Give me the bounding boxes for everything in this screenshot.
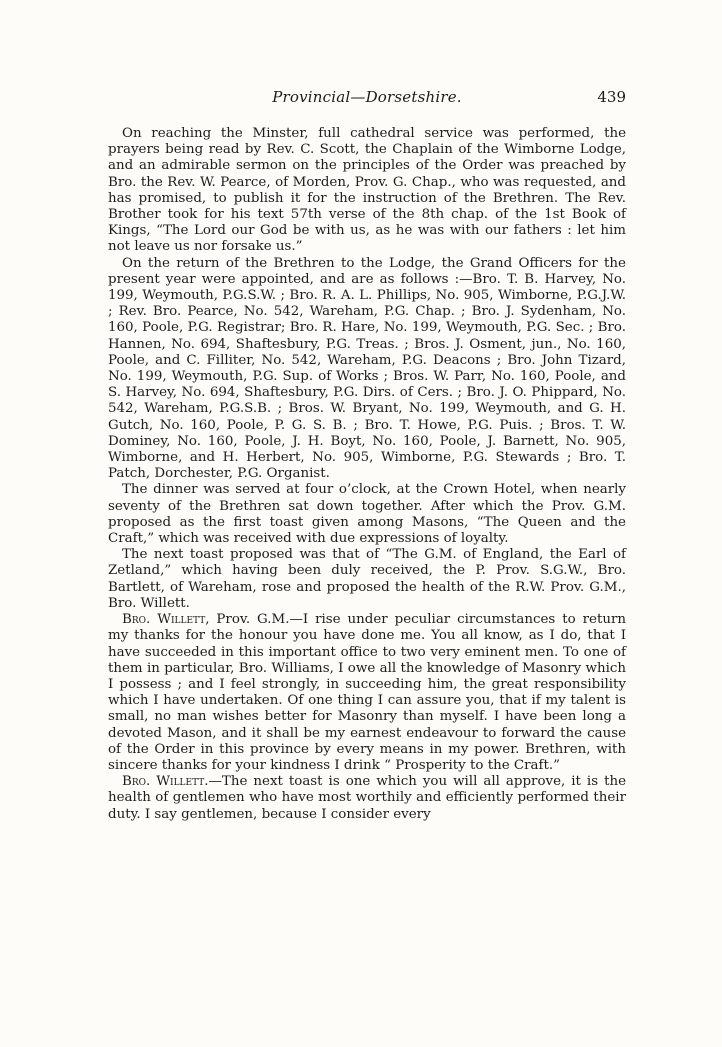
paragraph-text: The next toast proposed was that of “The G.M. of England, the Earl of Zetland,” which having been duly received, the P. Prov. S.G.W., Bro. Bartlett, of Wareham, rose and proposed the health of the R.W. Prov. G.M., Bro. Willett. (108, 547, 626, 611)
paragraph-text: Prov. G.M.—I rise under peculiar circumstances to return my thanks for the honour you have done me. You all know, as I do, that I have succeeded in this important office to two very eminent men. To one of them in particular, Bro. Williams, I owe all the knowledge of Masonry which I possess ; and I feel strongly, in succeeding him, the great responsibility which I have undertaken. Of one thing I can assure you, that if my talent is small, no man wishes better for Masonry than myself. I have been long a devoted Mason, and it shall be my earnest endeavour to forward the cause of the Order in this province by every means in my power. Brethren, with sincere thanks for your kindness I drink “ Prosperity to the Craft.” (108, 612, 626, 773)
paragraph-text: On the return of the Brethren to the Lodge, the Grand Officers for the present year were appointed, and are as follows :—Bro. T. B. Harvey, No. 199, Weymouth, P.G.S.W. ; Bro. R. A. L. Phillips, No. 905, Wimborne, P.G.J.W. ; Rev. Bro. Pearce, No. 542, Wareham, P.G. Chap. ; Bro. J. Sydenham, No. 160, Poole, P.G. Registrar; Bro. R. Hare, No. 199, Weymouth, P.G. Sec. ; Bro. Hannen, No. 694, Shaftesbury, P.G. Treas. ; Bros. J. Osment, jun., No. 160, Poole, and C. Filliter, No. 542, Wareham, P.G. Deacons ; Bro. John Tizard, No. 199, Weymouth, P.G. Sup. of Works ; Bros. W. Parr, No. 160, Poole, and S. Harvey, No. 694, Shaftesbury, P.G. Dirs. of Cers. ; Bro. J. O. Phippard, No. 542, Wareham, P.G.S.B. ; Bros. W. Bryant, No. 199, Weymouth, and G. H. Gutch, No. 160, Poole, P. G. S. B. ; Bro. T. Howe, P.G. Puis. ; Bros. T. W. Dominey, No. 160, Poole, J. H. Boyt, No. 160, Poole, J. Barnett, No. 905, Wimborne, and H. Herbert, No. 905, Wimborne, P.G. Stewards ; Bro. T. Patch, Dorchester, P.G. Organist. (108, 255, 626, 482)
running-title: Provincial—Dorsetshire. (272, 88, 462, 106)
paragraph-grand-officers (108, 256, 626, 483)
paragraph-dinner (108, 482, 626, 547)
paragraph-willett-speech (108, 612, 626, 774)
paragraph-text: On reaching the Minster, full cathedral service was performed, the prayers being read by Rev. C. Scott, the Chaplain of the Wimborne Lodge, and an admirable sermon on the principles of the Order was preached by Bro. the Rev. W. Pearce, of Morden, Prov. G. Chap., who was requested, and has promised, to publish it for the instruction of the Brethren. The Rev. Brother took for his text 57th verse of the 8th chap. of the 1st Book of Kings, “The Lord our God be with us, as he was with our fathers : let him not leave us nor forsake us.” (108, 126, 626, 255)
paragraph-minster-service (108, 126, 626, 256)
page-number: 439 (597, 88, 626, 106)
paragraph-willett-toast (108, 774, 626, 823)
speaker-name: Bro. Willett. (122, 774, 209, 790)
body-text (108, 126, 626, 823)
page-header (108, 88, 626, 110)
speaker-name: Bro. Willett, (122, 612, 210, 628)
paragraph-text: —The next toast is one which you will all approve, it is the health of gentlemen who have most worthily and efficiently performed their duty. I say gentlemen, because I consider every (108, 774, 627, 822)
paragraph-text: The dinner was served at four o’clock, at the Crown Hotel, when nearly seventy of the Brethren sat down together. After which the Prov. G.M. proposed as the first toast given among Masons, “The Queen and the Craft,” which was received with due expressions of loyalty. (108, 482, 626, 547)
paragraph-next-toast (108, 547, 626, 612)
